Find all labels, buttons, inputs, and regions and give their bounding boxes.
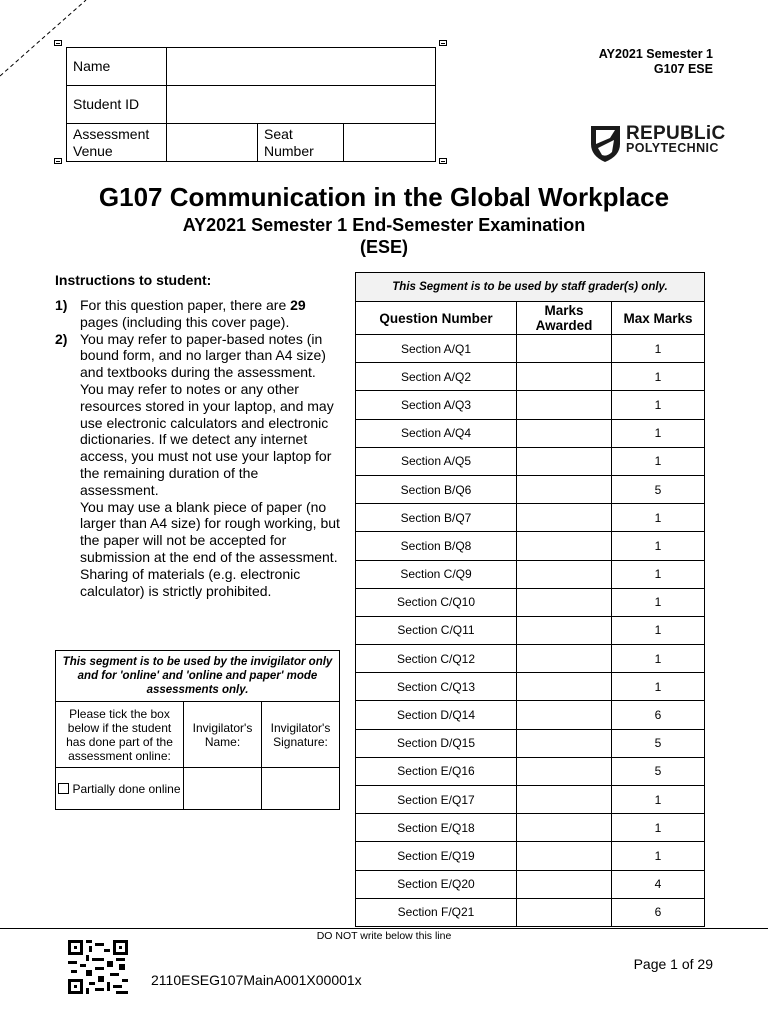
qr-code-icon — [68, 940, 128, 994]
max-marks-cell: 1 — [612, 532, 705, 560]
student-id-field[interactable] — [167, 86, 436, 124]
max-marks-cell: 1 — [612, 335, 705, 363]
instruction-paragraph: Sharing of materials (e.g. electronic calculator) is strictly prohibited. — [80, 565, 301, 599]
seat-label: Seat Number — [258, 124, 344, 162]
marks-awarded-cell[interactable] — [517, 814, 612, 842]
instruction-item — [55, 331, 340, 600]
max-marks-cell: 1 — [612, 814, 705, 842]
table-row — [356, 870, 705, 898]
max-marks-cell: 1 — [612, 673, 705, 701]
question-number-cell: Section C/Q13 — [356, 673, 517, 701]
max-marks-cell: 1 — [612, 560, 705, 588]
table-row — [356, 616, 705, 644]
venue-label: Assessment Venue — [67, 124, 167, 162]
logo-line2: POLYTECHNIC — [626, 141, 719, 155]
max-marks-cell: 1 — [612, 616, 705, 644]
name-field[interactable] — [167, 48, 436, 86]
question-number-cell: Section D/Q14 — [356, 701, 517, 729]
question-number-cell: Section D/Q15 — [356, 729, 517, 757]
marks-awarded-cell[interactable] — [517, 391, 612, 419]
marks-awarded-cell[interactable] — [517, 757, 612, 785]
table-row — [356, 786, 705, 814]
marks-awarded-cell[interactable] — [517, 363, 612, 391]
col-question-number: Question Number — [356, 302, 517, 335]
question-number-cell: Section B/Q8 — [356, 532, 517, 560]
max-marks-cell: 6 — [612, 701, 705, 729]
col-max-marks: Max Marks — [612, 302, 705, 335]
logo-wordmark — [626, 123, 726, 156]
question-number-cell: Section C/Q11 — [356, 616, 517, 644]
question-number-cell: Section E/Q20 — [356, 870, 517, 898]
table-row — [356, 560, 705, 588]
marks-awarded-cell[interactable] — [517, 588, 612, 616]
marks-awarded-cell[interactable] — [517, 898, 612, 926]
table-row — [356, 645, 705, 673]
page-count: 29 — [290, 297, 306, 313]
question-number-cell: Section E/Q17 — [356, 786, 517, 814]
max-marks-cell: 5 — [612, 729, 705, 757]
page-title: G107 Communication in the Global Workplace — [98, 182, 670, 212]
table-handle — [54, 158, 62, 164]
marks-awarded-cell[interactable] — [517, 870, 612, 898]
marks-awarded-cell[interactable] — [517, 419, 612, 447]
question-number-cell: Section C/Q12 — [356, 645, 517, 673]
max-marks-cell: 6 — [612, 898, 705, 926]
question-number-cell: Section E/Q19 — [356, 842, 517, 870]
question-number-cell: Section A/Q4 — [356, 419, 517, 447]
instruction-paragraph: You may refer to notes or any other resources stored in your laptop, and may use electronic calculators and electronic dictionaries. If we detect any internet access, you must not use your laptop for the remaining duration of the assessment. — [80, 380, 334, 498]
marks-awarded-cell[interactable] — [517, 673, 612, 701]
marks-awarded-cell[interactable] — [517, 335, 612, 363]
table-row — [356, 532, 705, 560]
max-marks-cell: 4 — [612, 870, 705, 898]
marks-awarded-cell[interactable] — [517, 532, 612, 560]
marks-awarded-cell[interactable] — [517, 786, 612, 814]
question-number-cell: Section A/Q3 — [356, 391, 517, 419]
question-number-cell: Section E/Q16 — [356, 757, 517, 785]
instruction-paragraph: You may use a blank piece of paper (no larger than A4 size) for rough working, but the paper will not be accepted for submission at the end of the assessment. — [80, 498, 340, 565]
max-marks-cell: 1 — [612, 419, 705, 447]
table-row — [356, 335, 705, 363]
venue-field[interactable] — [167, 124, 258, 162]
partially-done-checkbox[interactable] — [58, 783, 69, 794]
invigilator-name-label: Invigilator's Name: — [184, 702, 262, 768]
name-label: Name — [67, 48, 167, 86]
instruction-number: 1) — [55, 297, 68, 313]
marks-awarded-cell[interactable] — [517, 729, 612, 757]
question-number-cell: Section A/Q5 — [356, 447, 517, 475]
table-row — [356, 729, 705, 757]
max-marks-cell: 1 — [612, 645, 705, 673]
marks-awarded-cell[interactable] — [517, 645, 612, 673]
max-marks-cell: 5 — [612, 757, 705, 785]
logo-line1: REPUBLiC — [626, 123, 726, 144]
seat-field[interactable] — [344, 124, 436, 162]
marks-awarded-cell[interactable] — [517, 504, 612, 532]
document-code: 2110ESEG107MainA001X00001x — [151, 972, 362, 988]
max-marks-cell: 1 — [612, 447, 705, 475]
instruction-text — [80, 297, 340, 331]
invigilator-table — [55, 650, 340, 810]
table-handle — [439, 40, 447, 46]
max-marks-cell: 1 — [612, 363, 705, 391]
marks-awarded-cell[interactable] — [517, 842, 612, 870]
col-marks-awarded: Marks Awarded — [517, 302, 612, 335]
online-tick-instruction: Please tick the box below if the student has done part of the assessment online: — [56, 702, 184, 768]
invigilator-name-field[interactable] — [184, 768, 262, 810]
instructions-heading: Instructions to student: — [55, 272, 212, 288]
instruction-number: 2) — [55, 330, 68, 347]
subtitle-line2: (ESE) — [359, 237, 408, 257]
marks-awarded-cell[interactable] — [517, 447, 612, 475]
footer-note: DO NOT write below this line — [316, 930, 452, 942]
marks-awarded-cell[interactable] — [517, 560, 612, 588]
invigilator-signature-field[interactable] — [262, 768, 340, 810]
question-number-cell: Section C/Q9 — [356, 560, 517, 588]
max-marks-cell: 1 — [612, 504, 705, 532]
max-marks-cell: 1 — [612, 786, 705, 814]
table-handle — [439, 158, 447, 164]
header-meta — [599, 47, 713, 77]
table-row — [356, 814, 705, 842]
table-row — [356, 588, 705, 616]
max-marks-cell: 1 — [612, 588, 705, 616]
student-info-table — [66, 47, 436, 162]
partially-done-cell — [56, 768, 184, 810]
table-row — [356, 504, 705, 532]
table-row — [356, 363, 705, 391]
table-row — [356, 701, 705, 729]
question-number-cell: Section F/Q21 — [356, 898, 517, 926]
table-row — [356, 447, 705, 475]
max-marks-cell: 1 — [612, 391, 705, 419]
table-row — [356, 842, 705, 870]
semester-text: AY2021 Semester 1 — [598, 47, 713, 61]
footer-divider — [0, 928, 768, 929]
instructions-list — [55, 297, 340, 599]
max-marks-cell: 5 — [612, 475, 705, 503]
max-marks-cell: 1 — [612, 842, 705, 870]
table-row — [356, 673, 705, 701]
table-row — [356, 419, 705, 447]
grader-table-heading: This Segment is to be used by staff grader(s) only. — [356, 273, 705, 302]
paper-code-text: G107 ESE — [653, 62, 713, 76]
table-row — [356, 391, 705, 419]
question-number-cell: Section B/Q6 — [356, 475, 517, 503]
grader-table — [355, 272, 705, 927]
question-number-cell: Section E/Q18 — [356, 814, 517, 842]
marks-awarded-cell[interactable] — [517, 475, 612, 503]
question-number-cell: Section A/Q1 — [356, 335, 517, 363]
instruction-paragraph: You may refer to paper-based notes (in bound form, and no larger than A4 size) and textbooks during the assessment. — [80, 330, 326, 381]
page-number: Page 1 of 29 — [633, 956, 713, 972]
question-number-cell: Section C/Q10 — [356, 588, 517, 616]
instruction-text-part: pages (including this cover page). — [80, 313, 290, 330]
grader-table-body — [356, 335, 705, 927]
question-number-cell: Section B/Q7 — [356, 504, 517, 532]
page-subtitle — [0, 214, 768, 258]
instruction-item — [55, 297, 340, 331]
table-row — [356, 475, 705, 503]
instruction-text-part: For this question paper, there are — [80, 297, 291, 313]
subtitle-line1: AY2021 Semester 1 End-Semester Examination — [182, 215, 586, 235]
table-handle — [54, 40, 62, 46]
table-row — [356, 757, 705, 785]
invigilator-signature-label: Invigilator's Signature: — [262, 702, 340, 768]
instruction-text — [80, 331, 340, 600]
question-number-cell: Section A/Q2 — [356, 363, 517, 391]
student-id-label: Student ID — [67, 86, 167, 124]
invigilator-table-heading: This segment is to be used by the invigilator only and for 'online' and 'online and paper' mode assessments only. — [56, 651, 340, 702]
marks-awarded-cell[interactable] — [517, 701, 612, 729]
partially-done-label: Partially done online — [72, 781, 181, 796]
table-row — [356, 898, 705, 926]
marks-awarded-cell[interactable] — [517, 616, 612, 644]
